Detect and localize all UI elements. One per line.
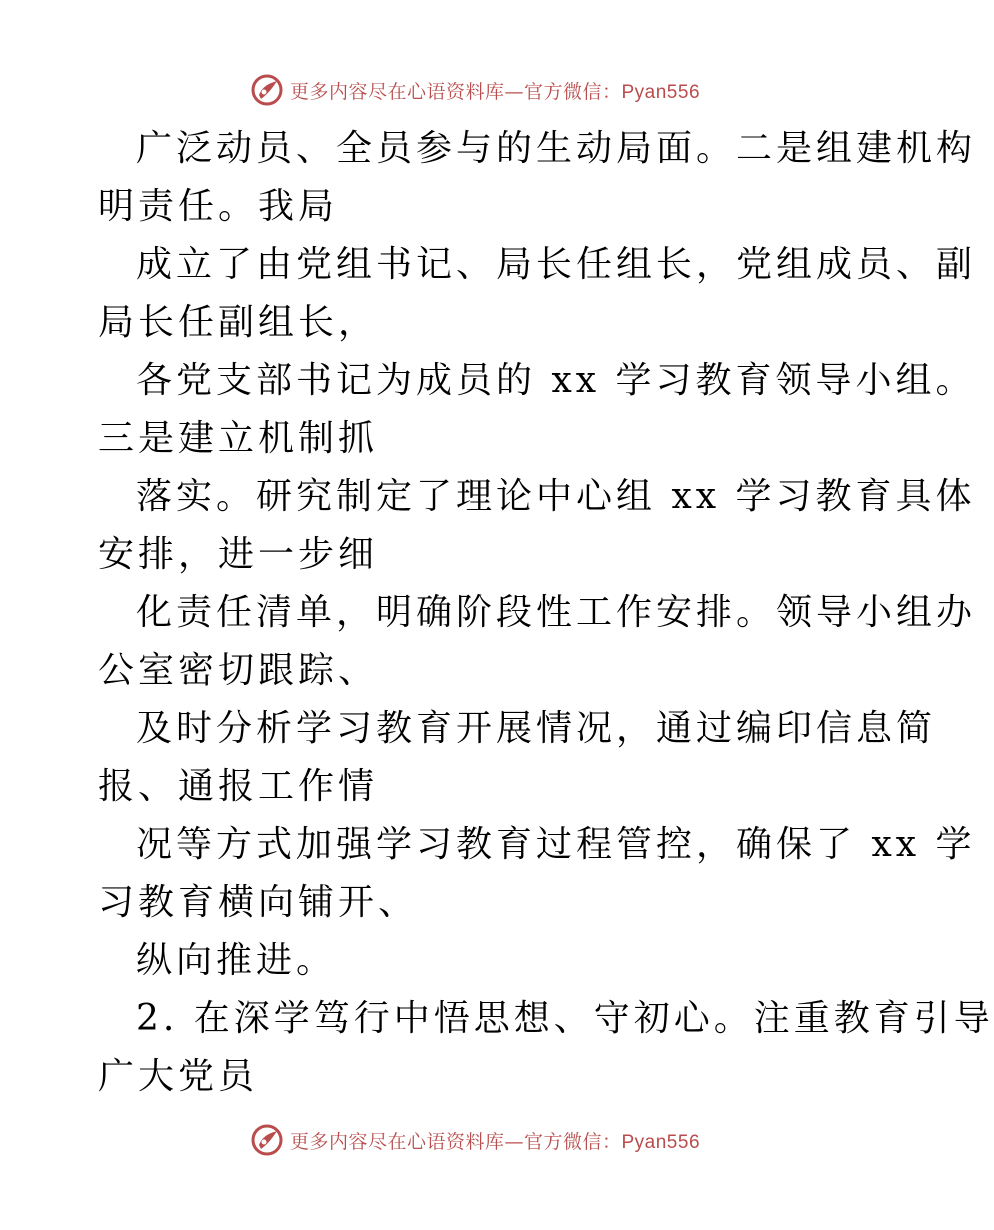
footer-banner [0,1120,950,1160]
header-banner-label: 更多内容尽在心语资料库—官方微信： [289,80,622,103]
body-line: 及时分析学习教育开展情况，通过编印信息简 [136,708,937,749]
body-line: 习教育横向铺开、 [98,882,419,923]
header-banner-handle: Pyan556 [621,81,701,103]
document-body [98,120,994,1106]
header-banner [0,70,950,110]
body-line: 纵向推进。 [136,940,337,981]
body-line: 公室密切跟踪、 [98,650,379,691]
body-line: 广大党员 [98,1056,259,1097]
body-line: 明责任。我局 [98,186,339,227]
body-line: 落实。研究制定了理论中心组 xx 学习教育具体 [136,476,976,517]
footer-banner-label: 更多内容尽在心语资料库—官方微信： [289,1130,622,1153]
body-line: 报、通报工作情 [98,766,379,807]
body-line: 三是建立机制抓 [98,418,379,459]
footer-banner-handle: Pyan556 [621,1131,701,1153]
body-line: 局长任副组长， [98,302,379,343]
body-line: 2. 在深学笃行中悟思想、守初心。注重教育引导 [136,998,994,1039]
header-banner-text [290,77,700,104]
library-logo-icon [250,1123,284,1157]
library-logo-icon [250,73,284,107]
body-line: 况等方式加强学习教育过程管控，确保了 xx 学 [136,824,976,865]
body-line: 成立了由党组书记、局长任组长，党组成员、副 [136,244,977,285]
body-line: 广泛动员、全员参与的生动局面。二是组建机构 [136,128,977,169]
footer-banner-text [290,1127,700,1154]
body-line: 化责任清单，明确阶段性工作安排。领导小组办 [136,592,977,633]
body-line: 安排，进一步细 [98,534,379,575]
body-line: 各党支部书记为成员的 xx 学习教育领导小组。 [136,360,976,401]
